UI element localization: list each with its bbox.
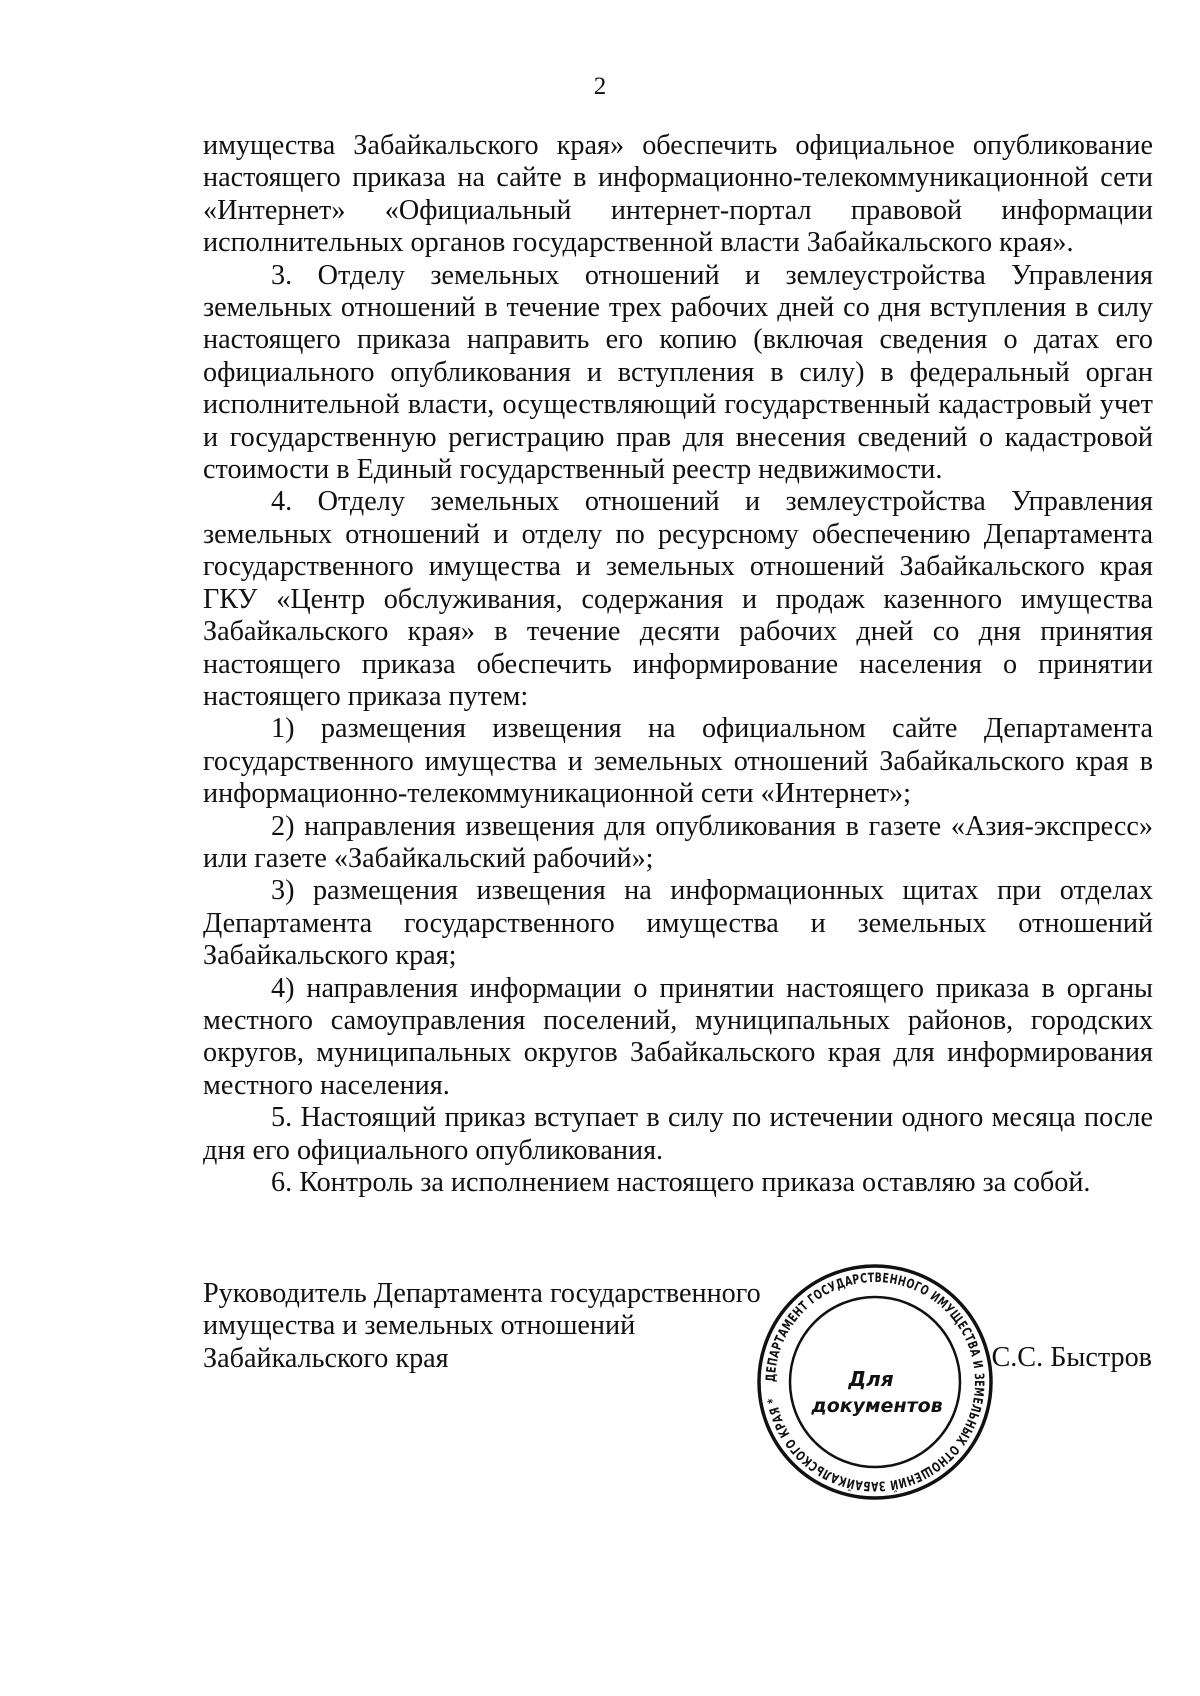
page-number: 2 bbox=[593, 73, 607, 100]
signatory-position-line: Забайкальского края bbox=[203, 1342, 449, 1374]
paragraph-item-5: 5. Настоящий приказ вступает в силу по истечении одного месяца после дня его официального опубликования. bbox=[203, 1102, 1153, 1166]
paragraph-continuation: имущества Забайкальского края» обеспечить официальное опубликование настоящего приказа на сайте в информационно-телекоммуникационной сети «Интернет» «Официальный интернет-портал правовой информации исполнительных органов государственной власти Забайкальского края». bbox=[203, 130, 1153, 259]
seal-center-line2: документов bbox=[811, 1395, 943, 1417]
official-seal bbox=[755, 1262, 995, 1502]
seal-ring-textpath: ДЕПАРТАМЕНТ ГОСУДАРСТВЕННОГО ИМУЩЕСТВА И ЗЕМЕЛЬНЫХ ОТНОШЕНИЙ ЗАБАЙКАЛЬСКОГО КРАЯ * bbox=[763, 1270, 987, 1494]
subitem-2: 2) направления извещения для опубликования в газете «Азия-экспресс» или газете «Забайкальский рабочий»; bbox=[203, 810, 1153, 874]
subitem-1: 1) размещения извещения на официальном сайте Департамента государственного имущества и земельных отношений Забайкальского края в информационно-телекоммуникационной сети «Интернет»; bbox=[203, 713, 1153, 810]
paragraph-item-4: 4. Отделу земельных отношений и землеустройства Управления земельных отношений и отделу по ресурсному обеспечению Департамента государственного имущества и земельных отношений Забайкальского края ГКУ «Центр обслуживания, содержания и продаж казенного имущества Забайкальского края» в течение десяти рабочих дней со дня принятия настоящего приказа обеспечить информирование населения о принятии настоящего приказа путем: bbox=[203, 486, 1153, 712]
paragraph-item-3: 3. Отделу земельных отношений и землеустройства Управления земельных отношений в течение трех рабочих дней со дня вступления в силу настоящего приказа направить его копию (включая сведения о датах его официального опубликования и вступления в силу) в федеральный орган исполнительной власти, осуществляющий государственный кадастровый учет и государственную регистрацию прав для внесения сведений о кадастровой стоимости в Единый государственный реестр недвижимости. bbox=[203, 259, 1153, 486]
signatory-name: С.С. Быстров bbox=[991, 1342, 1152, 1373]
subitem-3: 3) размещения извещения на информационных щитах при отделах Департамента государственного имущества и земельных отношений Забайкальского края; bbox=[203, 875, 1153, 972]
seal-center-line1: Для bbox=[848, 1367, 894, 1391]
subitem-4: 4) направления информации о принятии настоящего приказа в органы местного самоуправления поселений, муниципальных районов, городских округов, муниципальных округов Забайкальского края для информирования местного населения. bbox=[203, 972, 1153, 1101]
signatory-position bbox=[203, 1278, 803, 1375]
document-body bbox=[203, 130, 1153, 1199]
paragraph-item-6: 6. Контроль за исполнением настоящего приказа оставляю за собой. bbox=[271, 1167, 1091, 1198]
signatory-position-line: Руководитель Департамента государственного bbox=[203, 1278, 761, 1309]
signatory-position-line: имущества и земельных отношений bbox=[203, 1310, 636, 1342]
